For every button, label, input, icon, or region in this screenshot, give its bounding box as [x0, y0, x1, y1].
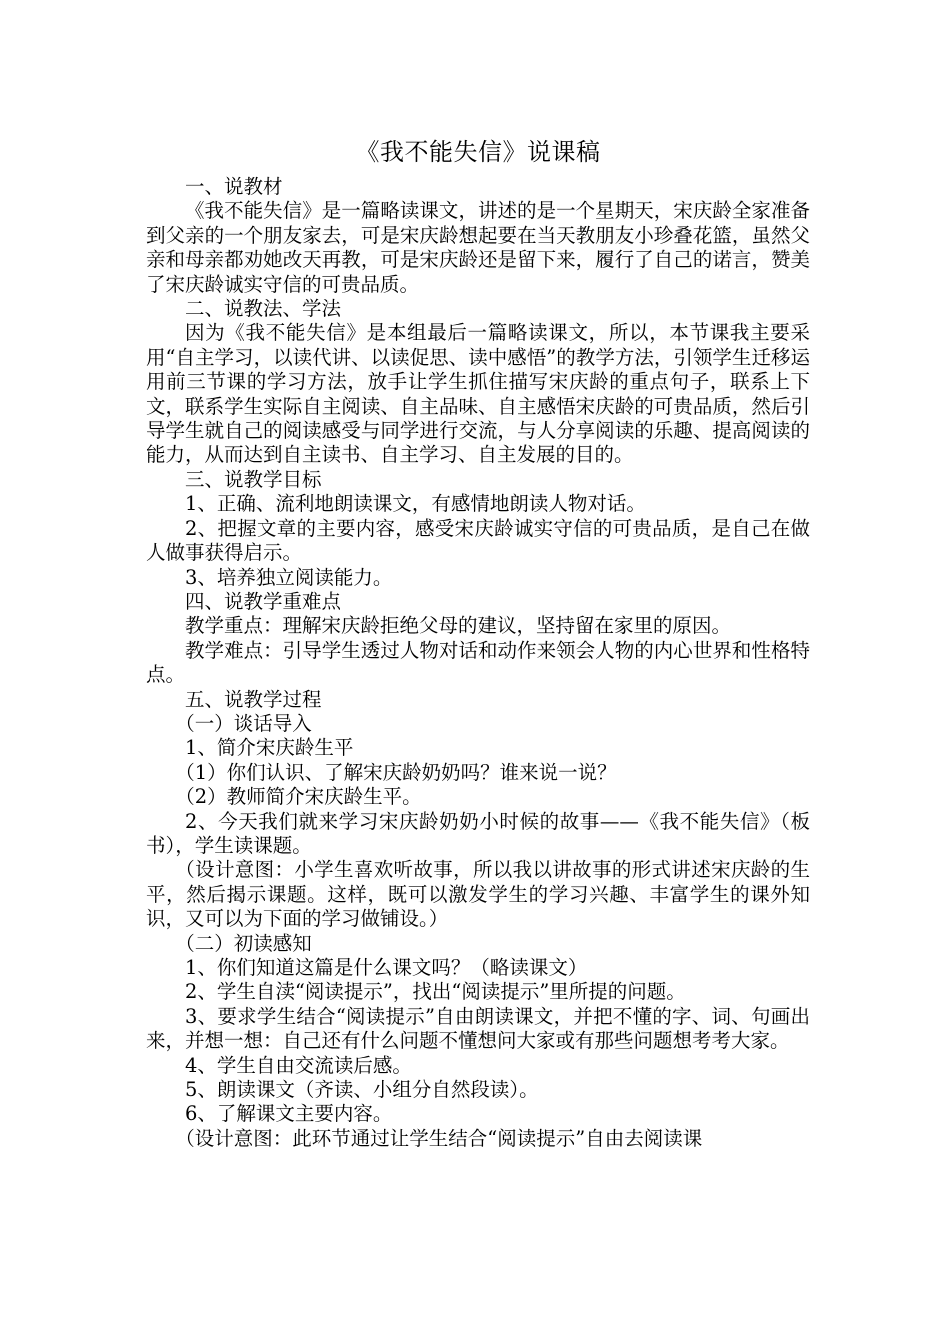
list-item: 2、今天我们就来学习宋庆龄奶奶小时候的故事——《我不能失信》（板书），学生读课题。	[146, 809, 810, 857]
list-item: 5、朗读课文（齐读、小组分自然段读）。	[185, 1078, 539, 1102]
document-page	[146, 135, 810, 1151]
subsection-heading: （一）谈话导入	[175, 711, 312, 735]
document-body	[146, 175, 810, 1151]
design-note: （设计意图：此环节通过让学生结合“阅读提示”自由去阅读课	[175, 1126, 703, 1150]
paragraph: 教学重点：理解宋庆龄拒绝父母的建议，坚持留在家里的原因。	[185, 614, 732, 638]
list-item: 1、简介宋庆龄生平	[185, 736, 354, 760]
document-title: 《我不能失信》说课稿	[355, 138, 601, 166]
paragraph: 因为《我不能失信》是本组最后一篇略读课文，所以，本节课我主要采用“自主学习，以读代讲、以读促思、读中感悟”的教学方法，引领学生迁移运用前三节课的学习方法，放手让学生抓住描写宋庆龄的重点句子，联系上下文，联系学生实际自主阅读、自主品味、自主感悟宋庆龄的可贵品质，然后引导学生就自己的阅读感受与同学进行交流，与人分享阅读的乐趣、提高阅读的能力，从而达到自主读书、自主学习、自主发展的目的。	[146, 321, 810, 467]
section-heading-2: 二、说教法、学法	[185, 297, 342, 321]
list-item: 1、正确、流利地朗读课文，有感情地朗读人物对话。	[185, 492, 646, 516]
subsection-heading: （二）初读感知	[175, 931, 312, 955]
section-heading-1: 一、说教材	[185, 175, 283, 198]
section-heading-5: 五、说教学过程	[185, 687, 322, 711]
list-item: 1、你们知道这篇是什么课文吗？（略读课文）	[185, 956, 588, 979]
section-heading-3: 三、说教学目标	[185, 467, 322, 491]
list-item: 2、把握文章的主要内容，感受宋庆龄诚实守信的可贵品质，是自己在做人做事获得启示。	[146, 516, 810, 565]
paragraph: 《我不能失信》是一篇略读课文，讲述的是一个星期天，宋庆龄全家准备到父亲的一个朋友家去，可是宋庆龄想起要在当天教朋友小珍叠花篮，虽然父亲和母亲都劝她改天再教，可是宋庆龄还是留下来，履行了自己的诺言，赞美了宋庆龄诚实守信的可贵品质。	[146, 199, 810, 296]
design-note: （设计意图：小学生喜欢听故事，所以我以讲故事的形式讲述宋庆龄的生平，然后揭示课题。这样，既可以激发学生的学习兴趣、丰富学生的课外知识，又可以为下面的学习做铺设。）	[146, 858, 810, 931]
list-item: （1）你们认识、了解宋庆龄奶奶吗？谁来说一说？	[175, 760, 617, 784]
list-item: 3、要求学生结合“阅读提示”自由朗读课文，并把不懂的字、词、句画出来，并想一想：自己还有什么问题不懂想问大家或有那些问题想考考大家。	[146, 1004, 810, 1053]
list-item: （2）教师简介宋庆龄生平。	[175, 785, 422, 809]
paragraph: 教学难点：引导学生透过人物对话和动作来领会人物的内心世界和性格特点。	[146, 638, 810, 687]
section-heading-4: 四、说教学重难点	[185, 589, 342, 613]
list-item: 4、学生自由交流读后感。	[185, 1053, 412, 1077]
list-item: 3、培养独立阅读能力。	[185, 565, 393, 589]
list-item: 2、学生自渎“阅读提示”，找出“阅读提示”里所提的问题。	[185, 980, 686, 1004]
list-item: 6、了解课文主要内容。	[185, 1102, 393, 1126]
